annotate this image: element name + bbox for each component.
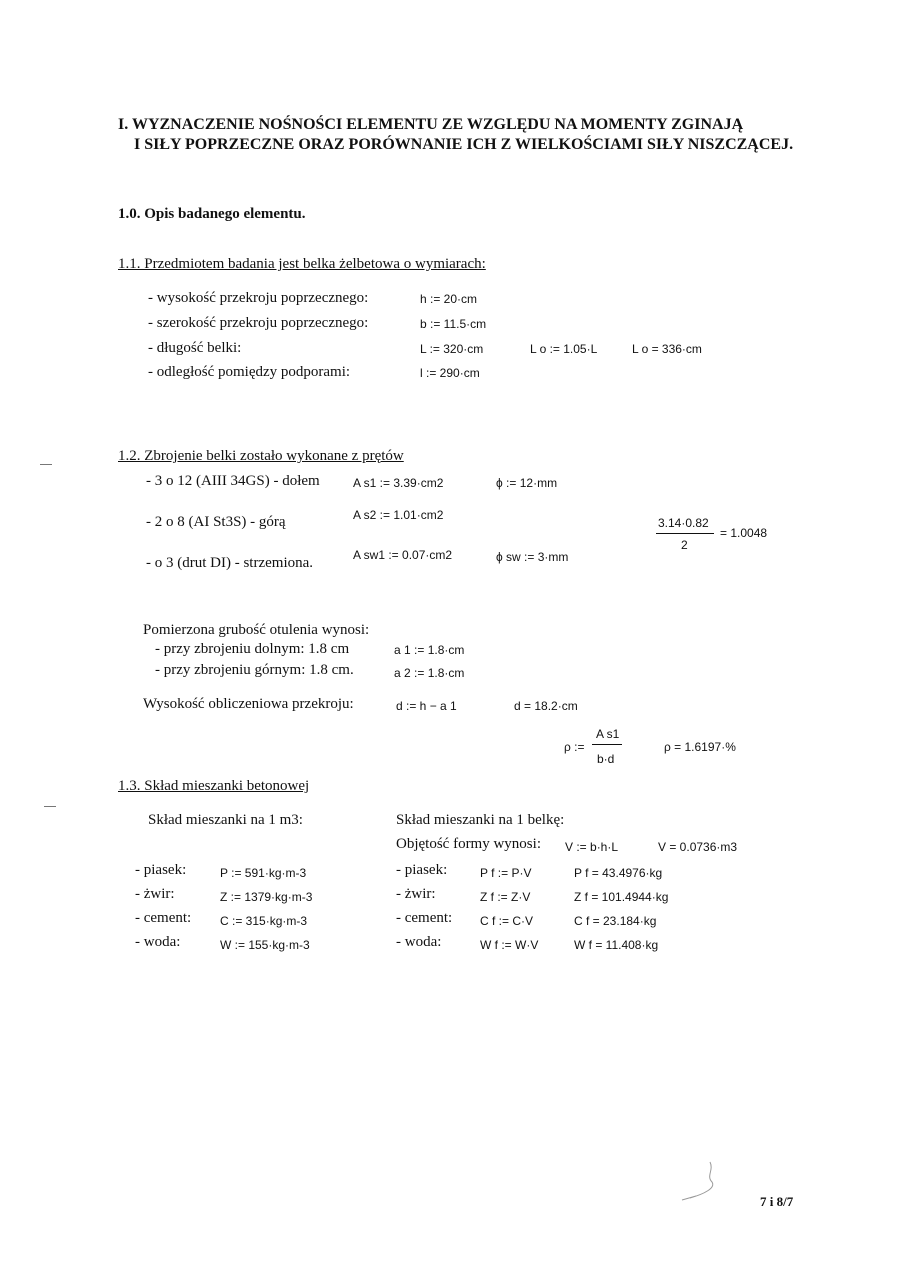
- rho-value: ρ = 1.6197·%: [664, 740, 736, 754]
- lo-value: L o = 336·cm: [632, 342, 702, 356]
- stirrup-label: - o 3 (drut DI) - strzemiona.: [146, 555, 314, 571]
- dim-formula-width: b := 11.5·cm: [420, 317, 487, 331]
- section-1-1-heading: 1.1. Przedmiotem badania jest belka żelbetowa o wymiarach:: [118, 256, 486, 272]
- stirrup-formula: A sw1 := 0.07·cm2: [353, 548, 453, 562]
- effective-depth-label: Wysokość obliczeniowa przekroju:: [143, 696, 354, 712]
- cover-bottom-formula: a 1 := 1.8·cm: [394, 643, 465, 657]
- rebar-top-label: - 2 o 8 (AI St3S) - górą: [146, 514, 286, 530]
- form-volume-label: Objętość formy wynosi:: [396, 836, 541, 852]
- stirrup-diameter: ϕ sw := 3·mm: [496, 550, 569, 564]
- mix-per-beam-title: Skład mieszanki na 1 belkę:: [396, 812, 565, 828]
- rho-denominator: b·d: [597, 752, 615, 766]
- rho-numerator: A s1: [596, 727, 620, 741]
- mix-beam-cement-formula: C f := C·V: [480, 914, 534, 928]
- rebar-bottom-formula: A s1 := 3.39·cm2: [353, 476, 444, 490]
- rebar-top-formula: A s2 := 1.01·cm2: [353, 508, 444, 522]
- mix-beam-gravel-formula: Z f := Z·V: [480, 890, 531, 904]
- cover-top-formula: a 2 := 1.8·cm: [394, 666, 465, 680]
- effective-depth-formula: d := h − a 1: [396, 699, 457, 713]
- dim-label-length: - długość belki:: [148, 340, 242, 356]
- dim-formula-height: h := 20·cm: [420, 292, 478, 306]
- title-line-1: I. WYZNACZENIE NOŚNOŚCI ELEMENTU ZE WZGLĘDU NA MOMENTY ZGINAJĄ: [118, 116, 744, 133]
- mix-m3-sand-label: - piasek:: [135, 862, 187, 878]
- mix-m3-gravel-formula: Z := 1379·kg·m-3: [220, 890, 313, 904]
- mix-beam-gravel-value: Z f = 101.4944·kg: [574, 890, 669, 904]
- dim-formula-span: l := 290·cm: [420, 366, 480, 380]
- rebar-bottom-diameter: ϕ := 12·mm: [496, 476, 558, 490]
- mix-m3-water-label: - woda:: [135, 934, 181, 950]
- mix-m3-gravel-label: - żwir:: [135, 886, 175, 902]
- title-line-2: I SIŁY POPRZECZNE ORAZ PORÓWNANIE ICH Z WIELKOŚCIAMI SIŁY NISZCZĄCEJ.: [134, 136, 794, 153]
- section-1-3-heading: 1.3. Skład mieszanki betonowej: [118, 778, 310, 794]
- area-calc-denominator: 2: [681, 538, 688, 552]
- rho-fraction-bar: [592, 744, 622, 745]
- form-volume-value: V = 0.0736·m3: [658, 840, 738, 854]
- mix-beam-gravel-label: - żwir:: [396, 886, 436, 902]
- page-number: 7 i 8/7: [760, 1194, 794, 1209]
- margin-mark: [44, 806, 56, 807]
- mix-beam-water-label: - woda:: [396, 934, 442, 950]
- dim-formula-length: L := 320·cm: [420, 342, 484, 356]
- mix-beam-sand-value: P f = 43.4976·kg: [574, 866, 663, 880]
- mix-beam-water-value: W f = 11.408·kg: [574, 938, 659, 952]
- mix-beam-cement-value: C f = 23.184·kg: [574, 914, 657, 928]
- form-volume-formula: V := b·h·L: [565, 840, 619, 854]
- dim-label-span: - odległość pomiędzy podporami:: [148, 364, 351, 380]
- margin-mark: [40, 464, 52, 465]
- mix-beam-sand-formula: P f := P·V: [480, 866, 532, 880]
- mix-beam-cement-label: - cement:: [396, 910, 453, 926]
- area-calc-fraction-bar: [656, 533, 714, 534]
- mix-m3-water-formula: W := 155·kg·m-3: [220, 938, 310, 952]
- rebar-bottom-label: - 3 o 12 (AIII 34GS) - dołem: [146, 473, 320, 489]
- lo-definition: L o := 1.05·L: [530, 342, 598, 356]
- rho-lhs: ρ :=: [564, 740, 585, 754]
- mix-per-m3-title: Skład mieszanki na 1 m3:: [148, 812, 303, 828]
- dim-label-width: - szerokość przekroju poprzecznego:: [148, 315, 369, 331]
- mix-m3-sand-formula: P := 591·kg·m-3: [220, 866, 307, 880]
- area-calc-result: = 1.0048: [720, 526, 768, 540]
- mix-beam-water-formula: W f := W·V: [480, 938, 539, 952]
- section-1-0-heading: 1.0. Opis badanego elementu.: [118, 206, 306, 222]
- dim-label-height: - wysokość przekroju poprzecznego:: [148, 290, 369, 306]
- mix-m3-cement-label: - cement:: [135, 910, 192, 926]
- cover-bottom-label: - przy zbrojeniu dolnym: 1.8 cm: [155, 641, 350, 657]
- area-calc-numerator: 3.14·0.82: [658, 516, 709, 530]
- cover-heading: Pomierzona grubość otulenia wynosi:: [143, 622, 370, 638]
- mix-m3-cement-formula: C := 315·kg·m-3: [220, 914, 308, 928]
- cover-top-label: - przy zbrojeniu górnym: 1.8 cm.: [155, 662, 354, 678]
- section-1-2-heading: 1.2. Zbrojenie belki zostało wykonane z prętów: [118, 448, 404, 464]
- handwritten-mark: [676, 1158, 720, 1204]
- mix-beam-sand-label: - piasek:: [396, 862, 448, 878]
- effective-depth-value: d = 18.2·cm: [514, 699, 578, 713]
